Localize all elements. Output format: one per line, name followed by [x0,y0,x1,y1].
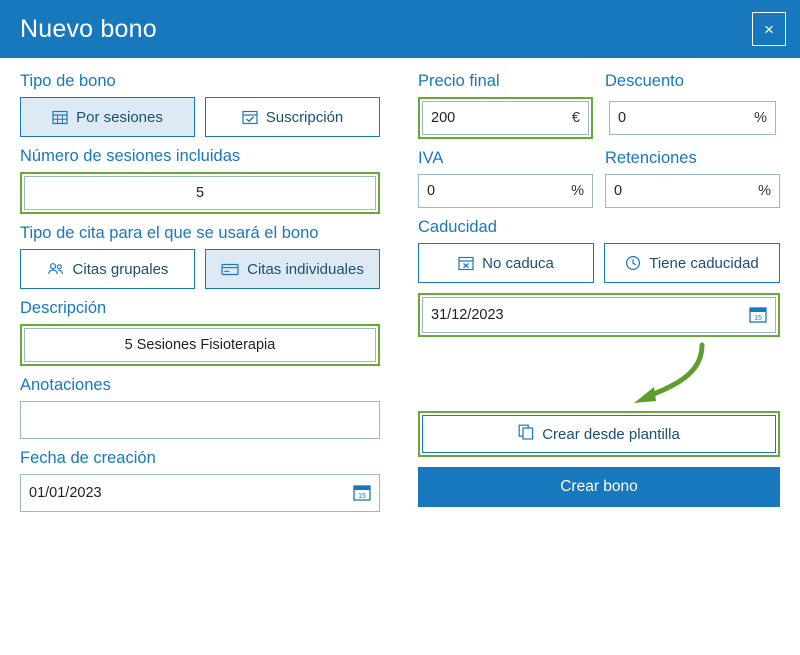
retenciones-input[interactable] [605,174,780,208]
caducidad-no-caduca-button[interactable] [418,243,594,283]
right-column [418,72,780,512]
caducidad-toggle-group [418,243,780,283]
tipo-bono-suscripcion-label: Suscripción [265,108,344,126]
tipo-bono-label: Tipo de bono [20,72,116,90]
clock-icon [625,255,641,271]
fecha-creacion-input[interactable] [20,474,380,512]
tipo-cita-individuales-button[interactable] [205,249,380,289]
iva-input[interactable] [418,174,593,208]
tipo-cita-label: Tipo de cita para el que se usará el bono [20,224,319,242]
tipo-bono-toggle-group [20,97,380,137]
descuento-value: 0 [618,110,627,126]
left-column [20,72,380,512]
svg-text:15: 15 [358,492,366,500]
caducidad-tiene-caducidad-label: Tiene caducidad [649,254,759,272]
precio-descuento-labels [418,72,780,97]
fecha-creacion-value: 01/01/2023 [29,485,102,501]
close-icon[interactable]: × [752,12,786,46]
caducidad-no-caduca-label: No caduca [482,254,554,272]
precio-final-value: 200 [431,110,456,126]
caducidad-tiene-caducidad-button[interactable] [604,243,780,283]
descuento-suffix: % [754,110,767,126]
descripcion-label: Descripción [20,299,107,317]
iva-retenciones-row [418,174,780,208]
iva-suffix: % [571,183,584,199]
descripcion-highlight [20,324,380,366]
crear-desde-plantilla-button[interactable] [422,415,776,453]
caducidad-date-value: 31/12/2023 [431,307,504,323]
retenciones-suffix: % [758,183,771,199]
descripcion-input[interactable] [24,328,376,362]
calendar-icon[interactable] [749,305,767,326]
retenciones-label: Retenciones [605,149,697,167]
precio-final-input[interactable] [422,101,589,135]
svg-text:15: 15 [754,314,762,322]
tipo-bono-por-sesiones-button[interactable] [20,97,195,137]
retenciones-value: 0 [614,183,623,199]
iva-label: IVA [418,149,444,167]
calendar-x-icon [458,255,474,271]
copy-icon [518,424,534,444]
card-icon [221,261,239,277]
caducidad-label: Caducidad [418,218,497,236]
iva-retenciones-labels [418,139,780,174]
crear-bono-button[interactable]: Crear bono [418,467,780,507]
precio-final-label: Precio final [418,72,500,90]
group-icon [47,261,65,277]
tipo-cita-grupales-button[interactable] [20,249,195,289]
num-sesiones-value: 5 [195,185,205,201]
tipo-bono-suscripcion-button[interactable] [205,97,380,137]
descuento-label: Descuento [605,72,684,90]
tipo-cita-grupales-label: Citas grupales [72,260,169,278]
tipo-cita-individuales-label: Citas individuales [247,260,364,278]
calendar-grid-icon [52,109,68,125]
tipo-cita-toggle-group [20,249,380,289]
num-sesiones-highlight [20,172,380,214]
precio-final-highlight [418,97,593,139]
iva-value: 0 [427,183,436,199]
anotaciones-label: Anotaciones [20,376,111,394]
num-sesiones-input[interactable] [24,176,376,210]
tipo-bono-por-sesiones-label: Por sesiones [76,108,163,126]
calendar-icon[interactable] [353,483,371,504]
fecha-creacion-label: Fecha de creación [20,449,156,467]
crear-desde-plantilla-label: Crear desde plantilla [542,425,680,443]
caducidad-date-input[interactable] [422,297,776,333]
calendar-check-icon [242,109,258,125]
green-arrow-annotation [624,339,714,411]
caducidad-date-highlight [418,293,780,337]
descuento-input[interactable] [609,101,776,135]
dialog-body [0,58,800,512]
precio-descuento-row [418,97,780,139]
num-sesiones-label: Número de sesiones incluidas [20,147,241,165]
annotation-arrow-wrap [418,337,780,411]
descripcion-value: 5 Sesiones Fisioterapia [124,337,276,353]
dialog-titlebar [0,0,800,58]
dialog-title: Nuevo bono [20,14,157,43]
precio-final-suffix: € [571,110,580,126]
template-button-highlight [418,411,780,457]
anotaciones-input[interactable] [20,401,380,439]
